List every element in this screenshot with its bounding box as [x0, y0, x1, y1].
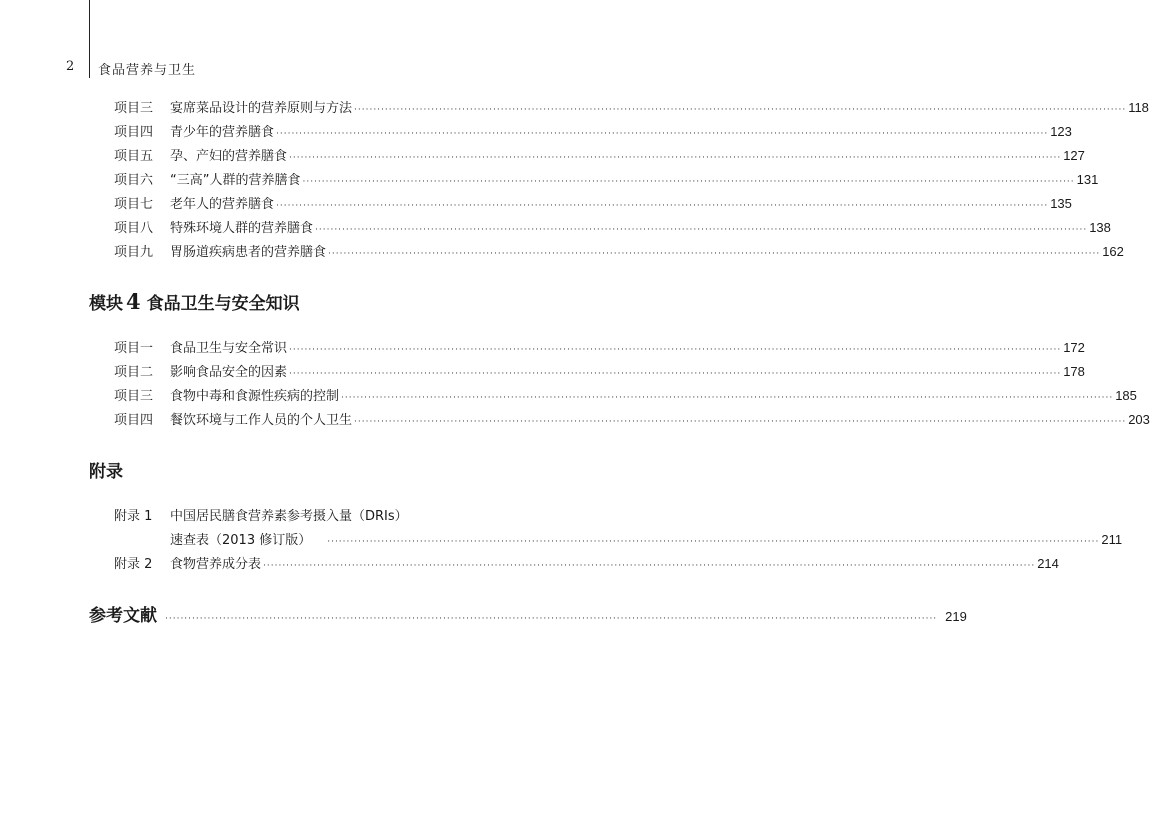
toc-entry[interactable]	[114, 385, 1137, 405]
references-page: 219	[945, 609, 967, 624]
toc-entry-title: 食品卫生与安全常识	[170, 341, 288, 356]
toc-entry[interactable]	[114, 97, 1149, 117]
toc-entry[interactable]	[114, 121, 1072, 141]
toc-leader-dots: ········································································································································································································	[327, 537, 1100, 547]
toc-leader-dots: ········································································································································································································	[341, 393, 1114, 403]
toc-entry[interactable]	[114, 145, 1085, 165]
toc-entry-page: 135	[1050, 196, 1072, 211]
toc-entry-title: 老年人的营养膳食	[170, 197, 275, 212]
toc-entry-label: 项目八	[114, 221, 154, 236]
appendix-heading[interactable]: 附录	[89, 462, 123, 482]
toc-leader-dots: ········································································································································································································	[263, 561, 1036, 571]
toc-entry-title: 速查表（2013 修订版）	[170, 533, 312, 548]
toc-entry-title: 食物营养成分表	[170, 557, 262, 572]
toc-entry[interactable]	[114, 337, 1085, 357]
toc-entry-page: 127	[1063, 148, 1085, 163]
module-prefix: 模块	[89, 294, 123, 314]
toc-entry-page: 138	[1089, 220, 1111, 235]
toc-leader-dots: ········································································································································································································	[276, 129, 1049, 139]
toc-entry-label: 项目二	[114, 365, 154, 380]
toc-entry[interactable]	[114, 553, 1059, 573]
toc-entry-label: 附录 2	[114, 557, 153, 572]
toc-leader-dots: ········································································································································································································	[289, 153, 1062, 163]
toc-entry-label: 项目一	[114, 341, 154, 356]
toc-entry-label: 项目七	[114, 197, 154, 212]
toc-entry-page: 185	[1115, 388, 1137, 403]
toc-entry-label: 附录 1	[114, 509, 153, 524]
page-number: 2	[66, 59, 75, 74]
toc-entry[interactable]	[114, 217, 1111, 237]
toc-entry-title: 特殊环境人群的营养膳食	[170, 221, 314, 236]
toc-entry-page: 172	[1063, 340, 1085, 355]
toc-entry[interactable]	[114, 193, 1072, 213]
references-title: 参考文献	[89, 606, 157, 626]
toc-leader-dots: ········································································································································································································	[302, 177, 1075, 187]
header-rule	[89, 0, 90, 78]
toc-entry-continuation[interactable]	[170, 529, 1123, 549]
toc-entry[interactable]	[114, 169, 1099, 189]
toc-entry-title: 孕、产妇的营养膳食	[170, 149, 288, 164]
toc-leader-dots: ········································································································································································································	[165, 614, 938, 624]
running-title: 食品营养与卫生	[98, 63, 197, 78]
toc-entry-label: 项目五	[114, 149, 154, 164]
toc-entry-label: 项目三	[114, 389, 154, 404]
toc-entry[interactable]	[114, 241, 1124, 261]
toc-entry-page: 123	[1050, 124, 1072, 139]
references-entry[interactable]	[89, 601, 967, 626]
toc-entry-title: 中国居民膳食营养素参考摄入量（DRIs）	[170, 509, 408, 524]
toc-entry-page: 211	[1101, 532, 1123, 547]
toc-entry-title: 影响食品安全的因素	[170, 365, 288, 380]
module-number: 4	[126, 289, 141, 314]
toc-entry[interactable]	[114, 361, 1085, 381]
toc-leader-dots: ········································································································································································································	[328, 249, 1101, 259]
toc-entry-label: 项目三	[114, 101, 154, 116]
toc-entry-page: 214	[1037, 556, 1059, 571]
toc-leader-dots: ········································································································································································································	[354, 417, 1127, 427]
toc-entry-label: 项目九	[114, 245, 154, 260]
toc-entry-title: 胃肠道疾病患者的营养膳食	[170, 245, 327, 260]
toc-entry-title: 宴席菜品设计的营养原则与方法	[170, 101, 353, 116]
toc-entry-title: 餐饮环境与工作人员的个人卫生	[170, 413, 353, 428]
toc-entry-page: 118	[1128, 100, 1149, 115]
toc-entry[interactable]	[114, 409, 1150, 429]
toc-leader-dots: ········································································································································································································	[289, 345, 1062, 355]
toc-entry-label: 项目四	[114, 125, 154, 140]
toc-entry-label: 项目四	[114, 413, 154, 428]
module-heading[interactable]	[89, 289, 300, 314]
module-title: 食品卫生与安全知识	[146, 294, 300, 314]
toc-leader-dots: ········································································································································································································	[315, 225, 1088, 235]
toc-entry[interactable]	[114, 505, 559, 525]
toc-leader-dots: ········································································································································································································	[289, 369, 1062, 379]
toc-entry-title: “三高”人群的营养膳食	[170, 173, 301, 188]
toc-leader-dots: ········································································································································································································	[354, 105, 1127, 115]
toc-entry-page: 203	[1128, 412, 1150, 427]
toc-entry-page: 131	[1076, 172, 1099, 187]
toc-entry-title: 食物中毒和食源性疾病的控制	[170, 389, 340, 404]
toc-entry-page: 178	[1063, 364, 1085, 379]
toc-entry-label: 项目六	[114, 173, 154, 188]
toc-entry-title: 青少年的营养膳食	[170, 125, 275, 140]
toc-entry-page: 162	[1102, 244, 1124, 259]
toc-leader-dots: ········································································································································································································	[276, 201, 1049, 211]
